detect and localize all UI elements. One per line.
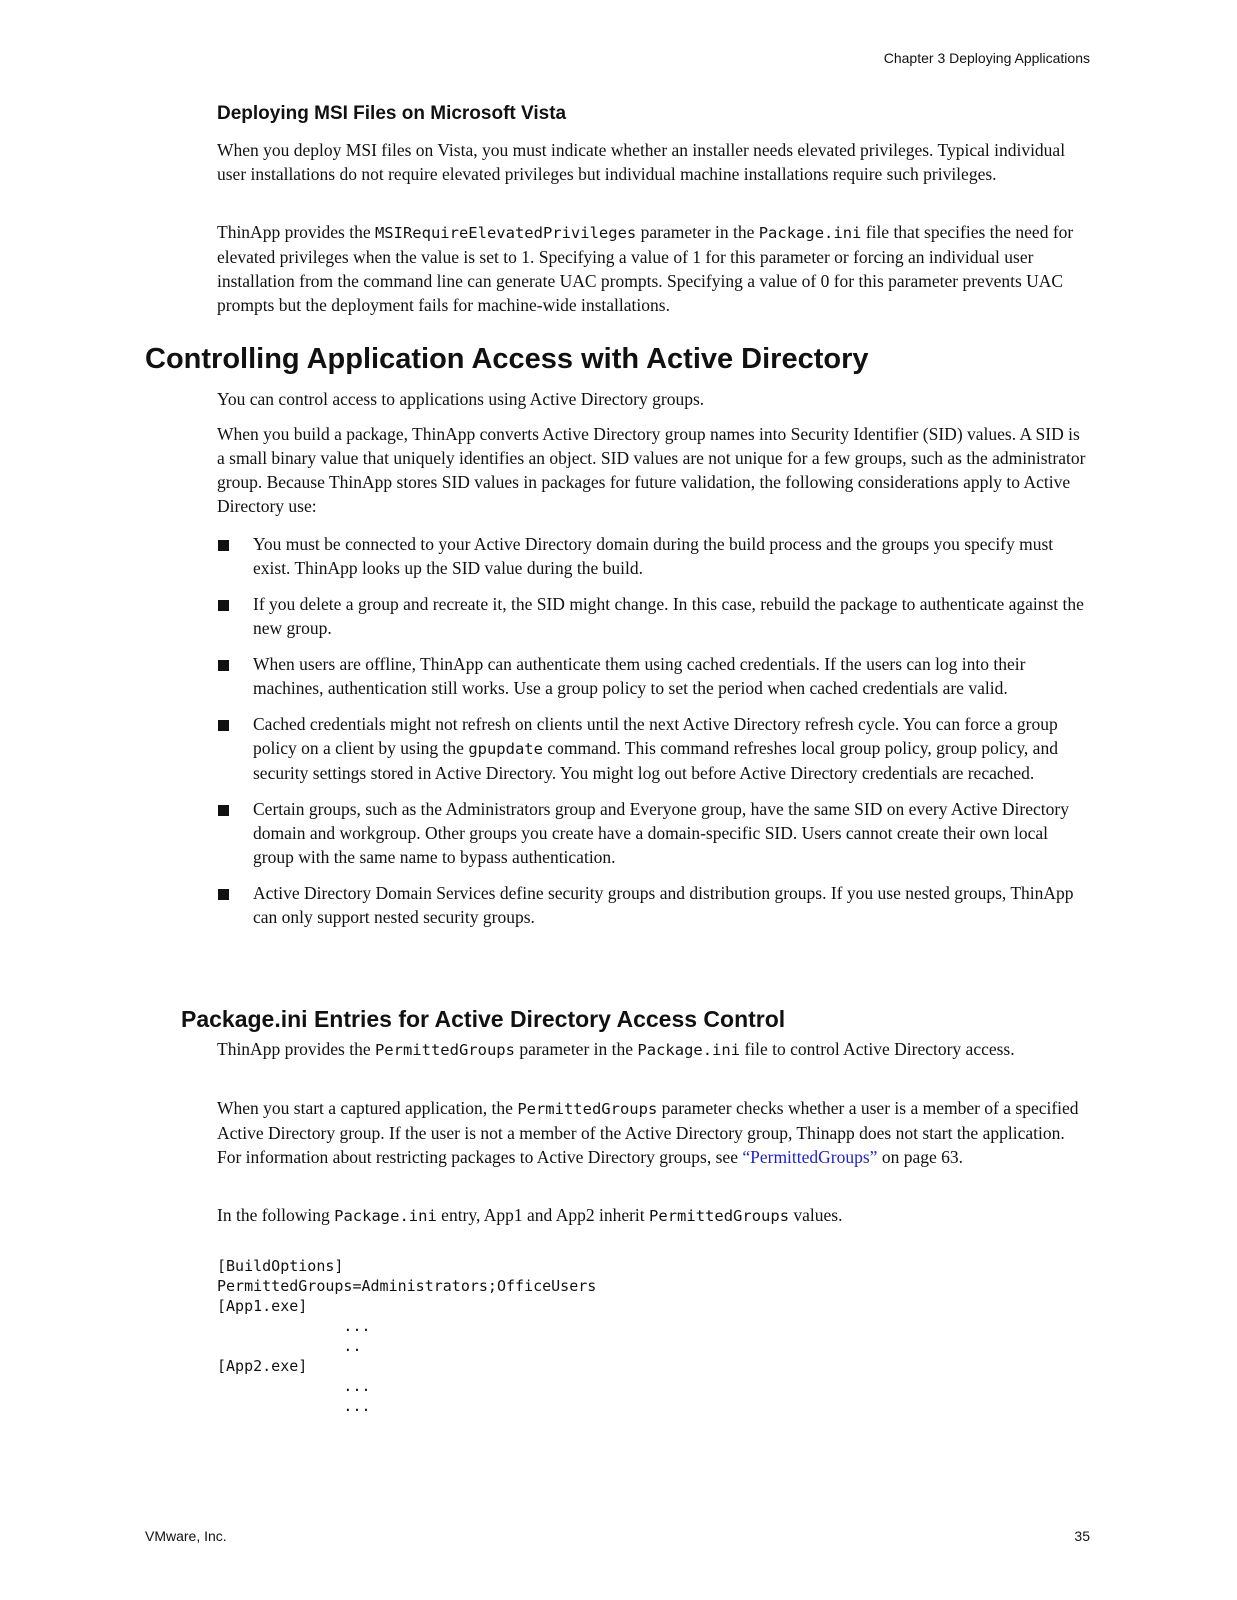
paragraph-permittedgroups-check: When you start a captured application, the PermittedGroups parameter checks whether a user is a member of a specified Active Directory group. If the user is not a member of the Active Directory group, Thinapp does not start the application. For information about restricting packages to Active Directory groups, see “PermittedGroups” on page 63. (217, 1098, 1079, 1167)
list-item: When users are offline, ThinApp can authenticate them using cached credentials. If the users can log into their machines, authentication still works. Use a group policy to set the period when cached credentials are valid. (217, 652, 1088, 700)
running-header: Chapter 3 Deploying Applications (883, 50, 1090, 66)
list-item: Active Directory Domain Services define security groups and distribution groups. If you use nested groups, ThinApp can only support nested security groups. (217, 881, 1088, 929)
code-package-ini: Package.ini (758, 224, 862, 242)
paragraph-msi-intro: When you deploy MSI files on Vista, you must indicate whether an installer needs elevated privileges. Typical individual user installations do not require elevated privileges but individual machine installations require such privileges. (217, 140, 1066, 184)
bullet-square-icon (218, 600, 229, 611)
list-item: Certain groups, such as the Administrators group and Everyone group, have the same SID on every Active Directory domain and workgroup. Other groups you create have a domain-specific SID. Users cannot create their own local group with the same name to bypass authentication. (217, 797, 1088, 869)
code-permittedgroups: PermittedGroups (649, 1207, 790, 1225)
code-permittedgroups: PermittedGroups (517, 1100, 658, 1118)
code-package-ini: Package.ini (637, 1041, 741, 1059)
paragraph-msi-parameter: ThinApp provides the MSIRequireElevatedPrivileges parameter in the Package.ini file that specifies the need for elevated privileges when the value is set to 1. Specifying a value of 1 for this parameter or forcing an individual user installation from the command line can generate UAC prompts. Specifying a value of 0 for this parameter prevents UAC prompts but the deployment fails for machine-wide installations. (217, 222, 1074, 315)
list-item: Cached credentials might not refresh on clients until the next Active Directory refresh cycle. You can force a group policy on a client by using the gpupdate command. This command refreshes local group policy, group policy, and security settings stored in Active Directory. You might log out before Active Directory credentials are recached. (217, 712, 1088, 785)
package-ini-code-block: [BuildOptions] PermittedGroups=Administrators;OfficeUsers [App1.exe] ... .. [App2.exe] ... ... (217, 1257, 597, 1415)
bullet-square-icon (218, 720, 229, 731)
paragraph-ad-intro: You can control access to applications using Active Directory groups. (217, 389, 705, 409)
footer-company: VMware, Inc. (145, 1528, 227, 1544)
page-number: 35 (1074, 1528, 1090, 1544)
code-gpupdate: gpupdate (468, 740, 543, 758)
ad-considerations-list (217, 532, 1088, 941)
bullet-square-icon (218, 660, 229, 671)
permittedgroups-link[interactable]: “PermittedGroups” (742, 1147, 878, 1167)
paragraph-inherit-example: In the following Package.ini entry, App1 and App2 inherit PermittedGroups values. (217, 1205, 843, 1225)
section-heading-msi: Deploying MSI Files on Microsoft Vista (217, 103, 567, 124)
code-package-ini: Package.ini (334, 1207, 437, 1225)
paragraph-permittedgroups-intro: ThinApp provides the PermittedGroups parameter in the Package.ini file to control Active Directory access. (217, 1039, 1015, 1059)
bullet-square-icon (218, 805, 229, 816)
bullet-square-icon (218, 540, 229, 551)
section-heading-package-ini: Package.ini Entries for Active Directory Access Control (181, 1006, 786, 1032)
paragraph-ad-sid: When you build a package, ThinApp converts Active Directory group names into Security Identifier (SID) values. A SID is a small binary value that uniquely identifies an object. SID values are not unique for a few groups, such as the administrator group. Because ThinApp stores SID values in packages for future validation, the following considerations apply to Active Directory use: (217, 424, 1086, 516)
code-permittedgroups: PermittedGroups (374, 1041, 515, 1059)
list-item: If you delete a group and recreate it, the SID might change. In this case, rebuild the package to authenticate against the new group. (217, 592, 1088, 640)
bullet-square-icon (218, 889, 229, 900)
code-msirequireelevatedprivileges: MSIRequireElevatedPrivileges (374, 224, 637, 242)
chapter-section-title: Controlling Application Access with Active Directory (145, 343, 869, 375)
list-item: You must be connected to your Active Directory domain during the build process and the groups you specify must exist. ThinApp looks up the SID value during the build. (217, 532, 1088, 580)
